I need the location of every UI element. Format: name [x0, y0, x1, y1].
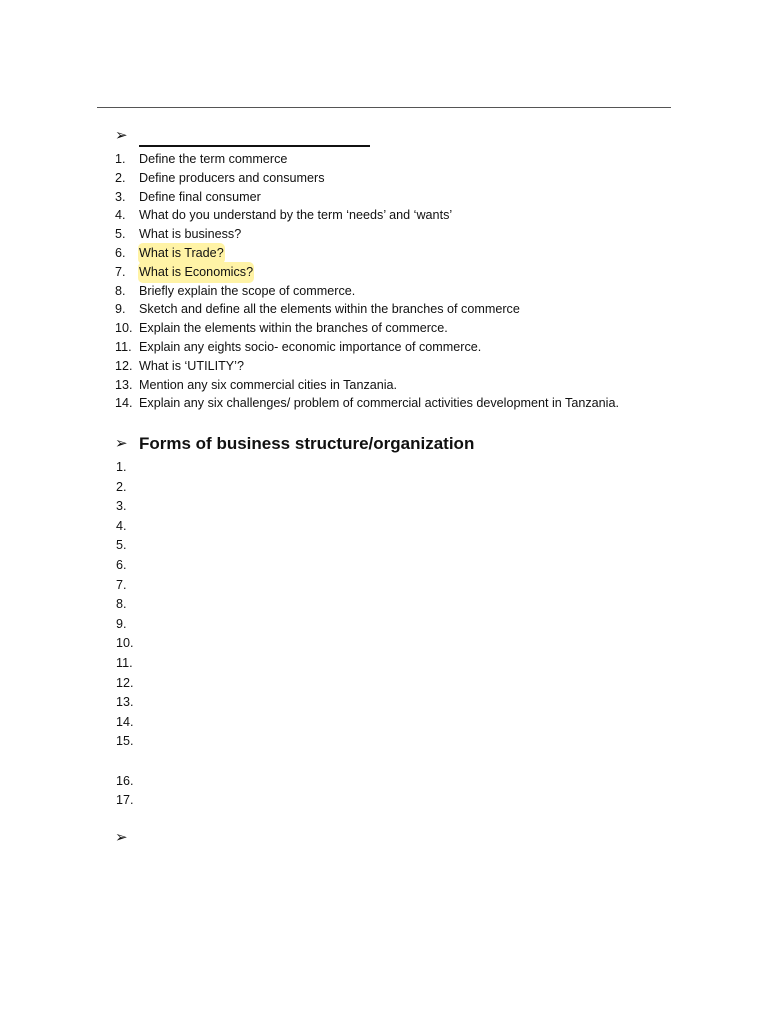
item-number: 5. [115, 227, 126, 242]
section-heading: Forms of business structure/organization [139, 434, 475, 453]
item-text: Sketch and define all the elements within the branches of commerce [139, 302, 520, 317]
item-text: What do you understand by the term ‘needs’ and ‘wants’ [139, 208, 453, 223]
numbered-blank-list [116, 458, 134, 811]
blank-heading-line [139, 145, 370, 147]
highlighted-item-text: What is Trade? [139, 244, 224, 263]
item-text: Explain any six challenges/ problem of commercial activities development in Tanzania. [139, 396, 619, 411]
bullet-arrow-icon: ➢ [115, 126, 128, 144]
item-number: 14. [115, 396, 133, 411]
top-rule [97, 107, 671, 108]
list-item: 8. [116, 597, 127, 612]
bullet-arrow-icon: ➢ [115, 828, 128, 846]
item-number: 3. [115, 189, 126, 204]
item-number: 4. [115, 208, 126, 223]
list-item: 9. [116, 616, 127, 631]
list-spacer [116, 752, 134, 772]
item-number: 7. [115, 264, 126, 279]
list-item: 13. [116, 695, 134, 710]
item-number: 12. [115, 358, 133, 373]
list-item: 3. [116, 499, 127, 514]
item-text: Briefly explain the scope of commerce. [139, 283, 356, 298]
item-text: Define producers and consumers [139, 170, 325, 185]
list-item: 17. [116, 793, 134, 808]
item-number: 13. [115, 377, 133, 392]
item-text: Explain any eights socio- economic importance of commerce. [139, 339, 482, 354]
item-number: 11. [115, 339, 132, 354]
item-text: What is ‘UTILITY’? [139, 358, 244, 373]
list-item: 12. [116, 675, 134, 690]
list-item: 5. [116, 538, 127, 553]
item-text: Explain the elements within the branches of commerce. [139, 321, 448, 336]
item-number: 2. [115, 170, 126, 185]
list-item: 1. [116, 460, 127, 474]
list-item: 6. [116, 557, 127, 572]
list-item: 10. [116, 636, 134, 651]
list-item: 2. [116, 479, 127, 494]
highlighted-item-text: What is Economics? [139, 263, 253, 282]
list-item: 14. [116, 714, 134, 729]
list-item: 15. [116, 734, 134, 749]
item-number: 10. [115, 321, 133, 336]
item-number: 1. [115, 152, 126, 166]
bullet-arrow-icon: ➢ [115, 434, 128, 452]
list-item: 7. [116, 577, 127, 592]
item-number: 8. [115, 283, 126, 298]
item-text: What is business? [139, 227, 242, 242]
item-text: Mention any six commercial cities in Tanzania. [139, 377, 398, 392]
list-item: 4. [116, 518, 127, 533]
item-number: 6. [115, 245, 126, 260]
item-number: 9. [115, 302, 126, 317]
item-text: Define final consumer [139, 189, 261, 204]
item-text: Define the term commerce [139, 152, 288, 166]
list-item: 16. [116, 773, 134, 788]
list-item: 11. [116, 655, 133, 670]
